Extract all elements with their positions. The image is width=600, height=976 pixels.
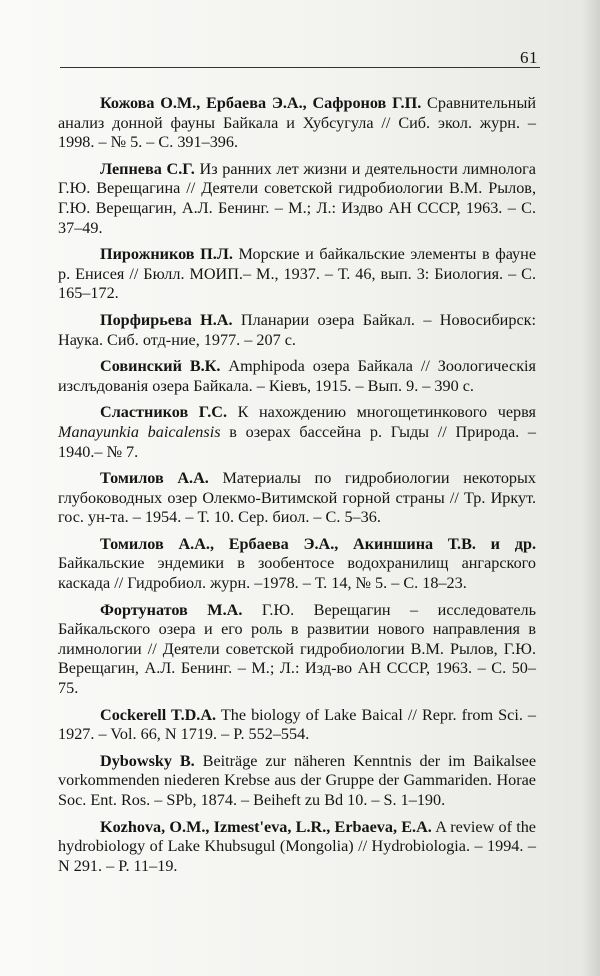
reference-entry [58,535,536,594]
reference-entry [58,706,536,745]
reference-authors: Томилов А.А., Ербаева Э.А., Акиншина Т.В. и др. [100,534,536,553]
reference-italic-text: Manayunkia baicalensis [58,422,221,441]
reference-authors: Сластников Г.С. [100,403,228,422]
reference-text: Сравнительный анализ донной фауны Байкала и Хубсугула // Сиб. экол. журн. – 1998. – № 5. – С. 391–396. [58,94,537,152]
reference-entry [58,94,536,153]
reference-entry [58,357,536,396]
reference-text: Байкальские эндемики в зообентосе водохранилищ ангарского каскада // Гидробиол. журн. –1978. – Т. 14, № 5. – С. 18–23. [58,554,536,593]
reference-entry [58,601,536,699]
reference-authors: Кожова О.М., Ербаева Э.А., Сафронов Г.П. [100,94,422,112]
reference-text: The biology of Lake Baical // Repr. from Sci. – 1927. – Vol. 66, N 1719. – P. 552–554. [58,705,537,744]
page-number: 61 [520,48,538,67]
reference-entry [58,311,536,350]
reference-text: К нахождению многощетинкового червя [237,403,536,422]
reference-text: Планарии озера Байкал. – Новосибирск: Наука. Сиб. отд-ние, 1977. – 207 с. [58,310,536,349]
reference-text: Материалы по гидробиологии некоторых глубоководных озер Олекмо-Витимской горной страны // Тр. Иркут. гос. ун-та. – 1954. – Т. 10. Сер. биол. – С. 5–36. [58,469,536,527]
reference-authors: Dybowsky B. [100,751,195,770]
spine-shadow [582,0,600,976]
reference-authors: Kozhova, O.M., Izmest'eva, L.R., Erbaeva, E.A. [100,817,432,836]
reference-text: Beiträge zur näheren Kenntnis der im Baikalsee vorkommenden niederen Krebse aus der Gruppe der Gammariden. Horae Soc. Ent. Ros. – SPb, 1874. – Beiheft zu Bd 10. – S. 1–190. [58,751,537,809]
reference-entry [58,245,536,304]
reference-text: Amphipoda озера Байкала // Зоологическія изслъдованія озера Байкала. – Кіевъ, 1915. – Вып. 9. – 390 с. [58,357,537,395]
reference-text: Морские и байкальские элементы в фауне р. Енисея // Бюлл. МОИП.– М., 1937. – Т. 46, вып. 3: Биология. – С. 165–172. [58,245,536,303]
reference-text: Из ранних лет жизни и деятельности лимнолога Г.Ю. Верещагина // Деятели советской гидробиологии В.М. Рылов, Г.Ю. Верещагин, А.Л. Бенинг. – М.; Л.: Издво АН СССР, 1963. – С. 37–49. [58,159,536,237]
reference-entry [58,403,536,462]
reference-authors: Cockerell T.D.A. [100,705,217,724]
reference-entry [58,752,536,811]
reference-authors: Пирожников П.Л. [100,245,233,264]
reference-entry [58,818,536,877]
reference-authors: Совинский В.К. [100,357,221,376]
reference-list [58,94,536,883]
reference-text: A review of the hydrobiology of Lake Khubsugul (Mongolia) // Hydrobiologia. – 1994. – N 291. – P. 11–19. [58,817,536,875]
reference-authors: Порфирьева Н.А. [100,310,233,329]
reference-authors: Томилов А.А. [100,469,209,488]
reference-authors: Лепнева С.Г. [100,159,195,178]
reference-entry [58,160,536,238]
reference-entry [58,469,536,528]
reference-text: в озерах бассейна р. Гыды // Природа. – 1940.– № 7. [58,422,537,461]
reference-text: Г.Ю. Верещагин – исследователь Байкальского озера и его роль в развитии нового направления в лимнологии // Деятели советской гидробиологии В.М. Рылов, Г.Ю. Верещагин, А.Л. Бенинг. – М.; Л.: Изд-во АН СССР, 1963. – С. 50–75. [58,600,536,698]
header-rule [60,67,540,68]
reference-authors: Фортунатов М.А. [100,600,243,619]
